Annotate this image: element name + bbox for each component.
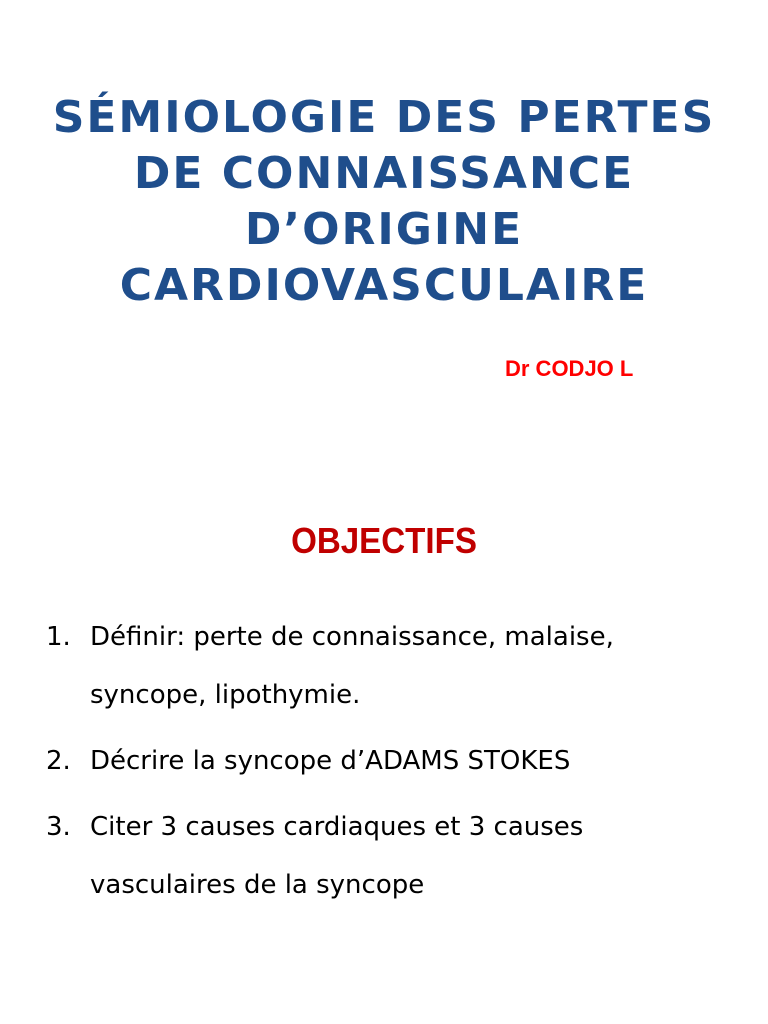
list-item [46,732,736,790]
list-item-text: Citer 3 causes cardiaques et 3 causes vasculaires de la syncope [90,812,584,900]
list-item-number: 3. [46,812,71,842]
list-item-number: 2. [46,746,71,776]
objectives-heading: OBJECTIFS [291,520,477,561]
list-item-number: 1. [46,622,71,652]
title-line: SÉMIOLOGIE DES PERTES [52,92,716,143]
slide-title [20,90,748,314]
objectives-list [46,608,736,922]
author-name: Dr CODJO L [505,356,634,381]
title-line: DE CONNAISSANCE [133,148,635,199]
list-item-text: Définir: perte de connaissance, malaise, syncope, lipothymie. [90,622,614,710]
title-line: D’ORIGINE [244,204,524,255]
list-item [46,608,736,724]
list-item-text: Décrire la syncope d’ADAMS STOKES [90,746,571,776]
title-line: CARDIOVASCULAIRE [119,260,649,311]
list-item [46,798,736,914]
